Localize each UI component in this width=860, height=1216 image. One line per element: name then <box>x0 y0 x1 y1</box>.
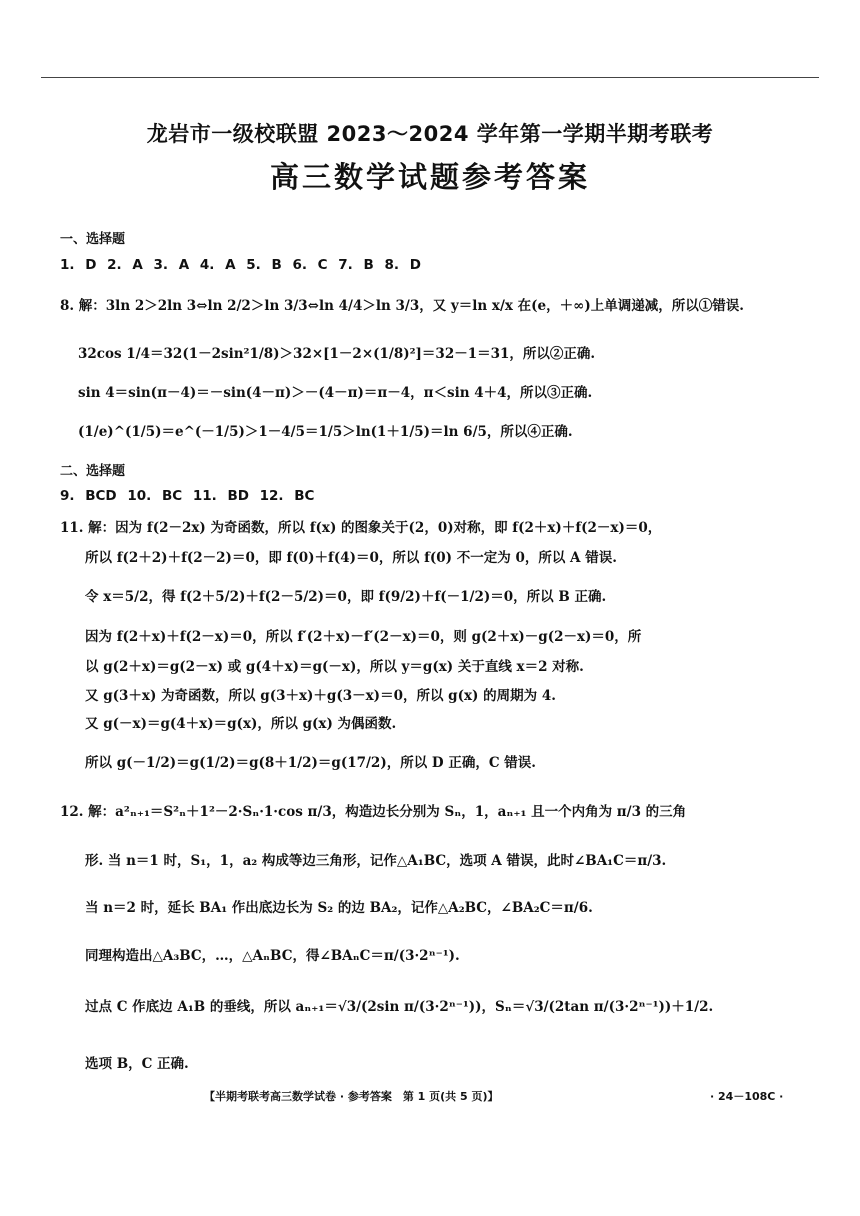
q11-line-8: 所以 g(－1/2)＝g(1/2)＝g(8＋1/2)＝g(17/2)，所以 D 正确，C 错误. <box>85 755 536 771</box>
footer-page-info: 【半期考联考高三数学试卷 · 参考答案 第 1 页(共 5 页)】 <box>204 1090 499 1103</box>
q11-line-3: 令 x＝5/2，得 f(2＋5/2)＋f(2－5/2)＝0，即 f(9/2)＋f(－1/2)＝0，所以 B 正确. <box>85 589 607 605</box>
q8-line-1: 8. 解：3ln 2＞2ln 3⇔ln 2/2＞ln 3/3⇔ln 4/4＞ln 3/3，又 y＝ln x/x 在(e，＋∞)上单调递减，所以①错误. <box>60 298 744 314</box>
q12-line-5: 过点 C 作底边 A₁B 的垂线，所以 aₙ₊₁＝√3/(2sin π/(3·2ⁿ⁻¹))，Sₙ＝√3/(2tan π/(3·2ⁿ⁻¹))＋1/2. <box>85 999 714 1015</box>
q12-line-2: 形. 当 n＝1 时，S₁，1，a₂ 构成等边三角形，记作△A₁BC，选项 A 错误，此时∠BA₁C＝π/3. <box>85 853 667 869</box>
q11-line-6: 又 g(3＋x) 为奇函数，所以 g(3＋x)＋g(3－x)＝0，所以 g(x) 的周期为 4. <box>85 688 556 704</box>
document-title: 高三数学试题参考答案 <box>269 160 590 194</box>
section2-answers: 9. BCD 10. BC 11. BD 12. BC <box>60 488 315 504</box>
footer-code: · 24－108C · <box>710 1090 784 1103</box>
exam-title: 龙岩市一级校联盟 2023～2024 学年第一学期半期考联考 <box>146 122 714 146</box>
section1-heading: 一、选择题 <box>60 232 126 247</box>
q8-line-4: (1/e)^(1/5)＝e^(－1/5)＞1－4/5＝1/5＞ln(1＋1/5)＝ln 6/5，所以④正确. <box>78 424 573 440</box>
q12-line-6: 选项 B，C 正确. <box>85 1056 189 1072</box>
q8-line-2: 32cos 1/4＝32(1－2sin²1/8)＞32×[1－2×(1/8)²]＝32－1＝31，所以②正确. <box>78 346 596 362</box>
q11-line-2: 所以 f(2＋2)＋f(2－2)＝0，即 f(0)＋f(4)＝0，所以 f(0) 不一定为 0，所以 A 错误. <box>85 550 617 566</box>
q11-line-1: 11. 解：因为 f(2－2x) 为奇函数，所以 f(x) 的图象关于(2，0)对称，即 f(2＋x)＋f(2－x)＝0， <box>60 520 662 536</box>
q12-line-4: 同理构造出△A₃BC，…，△AₙBC，得∠BAₙC＝π/(3·2ⁿ⁻¹). <box>85 948 460 964</box>
q11-line-5: 以 g(2＋x)＝g(2－x) 或 g(4＋x)＝g(－x)，所以 y＝g(x) 关于直线 x＝2 对称. <box>85 659 584 675</box>
top-rule <box>41 77 819 78</box>
q11-line-7: 又 g(－x)＝g(4＋x)＝g(x)，所以 g(x) 为偶函数. <box>85 716 397 732</box>
q12-line-3: 当 n＝2 时，延长 BA₁ 作出底边长为 S₂ 的边 BA₂，记作△A₂BC，∠BA₂C＝π/6. <box>85 900 593 916</box>
q8-line-3: sin 4＝sin(π－4)＝－sin(4－π)＞－(4－π)＝π－4，π＜sin 4＋4，所以③正确. <box>78 385 593 401</box>
section2-heading: 二、选择题 <box>60 464 126 479</box>
q11-line-4: 因为 f(2＋x)＋f(2－x)＝0，所以 f′(2＋x)－f′(2－x)＝0，则 g(2＋x)－g(2－x)＝0，所 <box>85 629 642 645</box>
q12-line-1: 12. 解：a²ₙ₊₁＝S²ₙ＋1²－2·Sₙ·1·cos π/3，构造边长分别为 Sₙ，1，aₙ₊₁ 且一个内角为 π/3 的三角 <box>60 804 687 820</box>
section1-answers: 1. D 2. A 3. A 4. A 5. B 6. C 7. B 8. D <box>60 257 421 273</box>
